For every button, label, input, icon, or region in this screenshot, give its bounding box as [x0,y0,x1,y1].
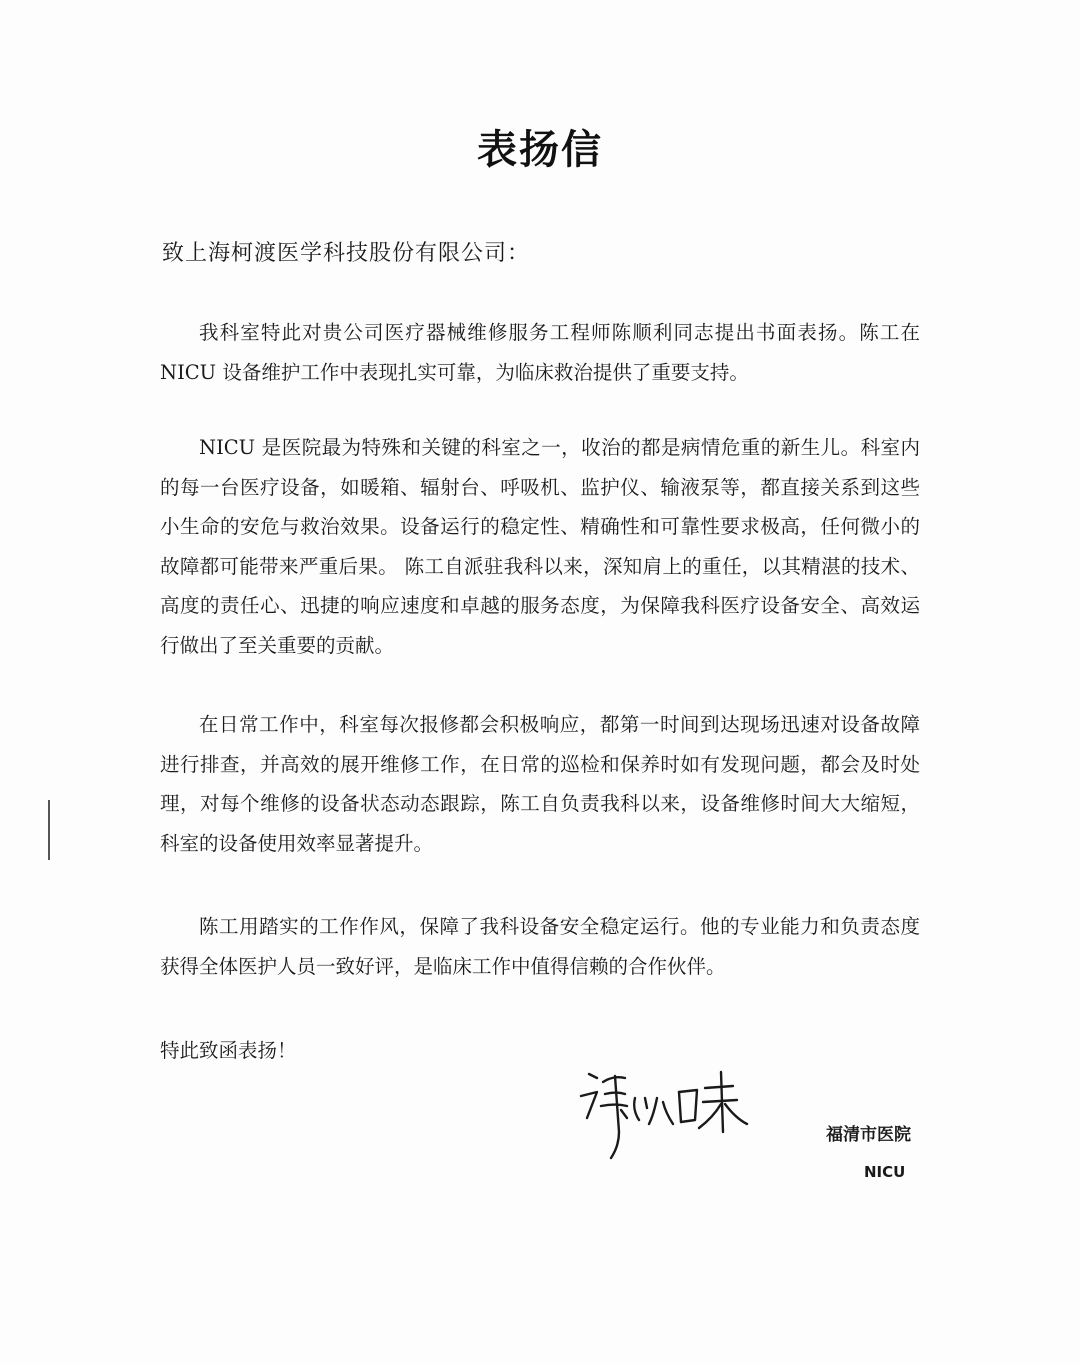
hospital-name: 福清市医院 [826,1125,911,1145]
letter-title: 表扬信 [477,127,603,173]
paragraph-daily-work: 在日常工作中，科室每次报修都会积极响应，都第一时间到达现场迅速对设备故障进行排查，并高效的展开维修工作，在日常的巡检和保养时如有发现问题，都会及时处理，对每个维修的设备状态动态跟踪，陈工自负责我科以来，设备维修时间大大缩短，科室的设备使用效率显著提升。 [160,713,920,855]
paragraph-nicu-importance: NICU 是医院最为特殊和关键的科室之一，收治的都是病情危重的新生儿。科室内的每一台医疗设备，如暖箱、辐射台、呼吸机、监护仪、输液泵等，都直接关系到这些小生命的安危与救治效果。设备运行的稳定性、精确性和可靠性要求极高，任何微小的故障都可能带来严重后果。 陈工自派驻我科以来，深知肩上的重任，以其精湛的技术、高度的责任心、迅捷的响应速度和卓越的服务态度，为保障我科医疗设备安全、高效运行做出了至关重要的贡献。 [160,436,920,657]
scan-margin-mark [48,800,50,860]
closing-line: 特此致函表扬！ [160,1039,297,1062]
paragraph-summary: 陈工用踏实的工作作风，保障了我科设备安全稳定运行。他的专业能力和负责态度获得全体医护人员一致好评，是临床工作中值得信赖的合作伙伴。 [160,915,920,978]
paragraph-intro: 我科室特此对贵公司医疗器械维修服务工程师陈顺利同志提出书面表扬。陈工在 NICU 设备维护工作中表现扎实可靠，为临床救治提供了重要支持。 [160,321,920,384]
salutation: 致上海柯渡医学科技股份有限公司： [162,241,531,266]
handwritten-signature [575,1062,760,1167]
department-name: NICU [864,1163,906,1181]
